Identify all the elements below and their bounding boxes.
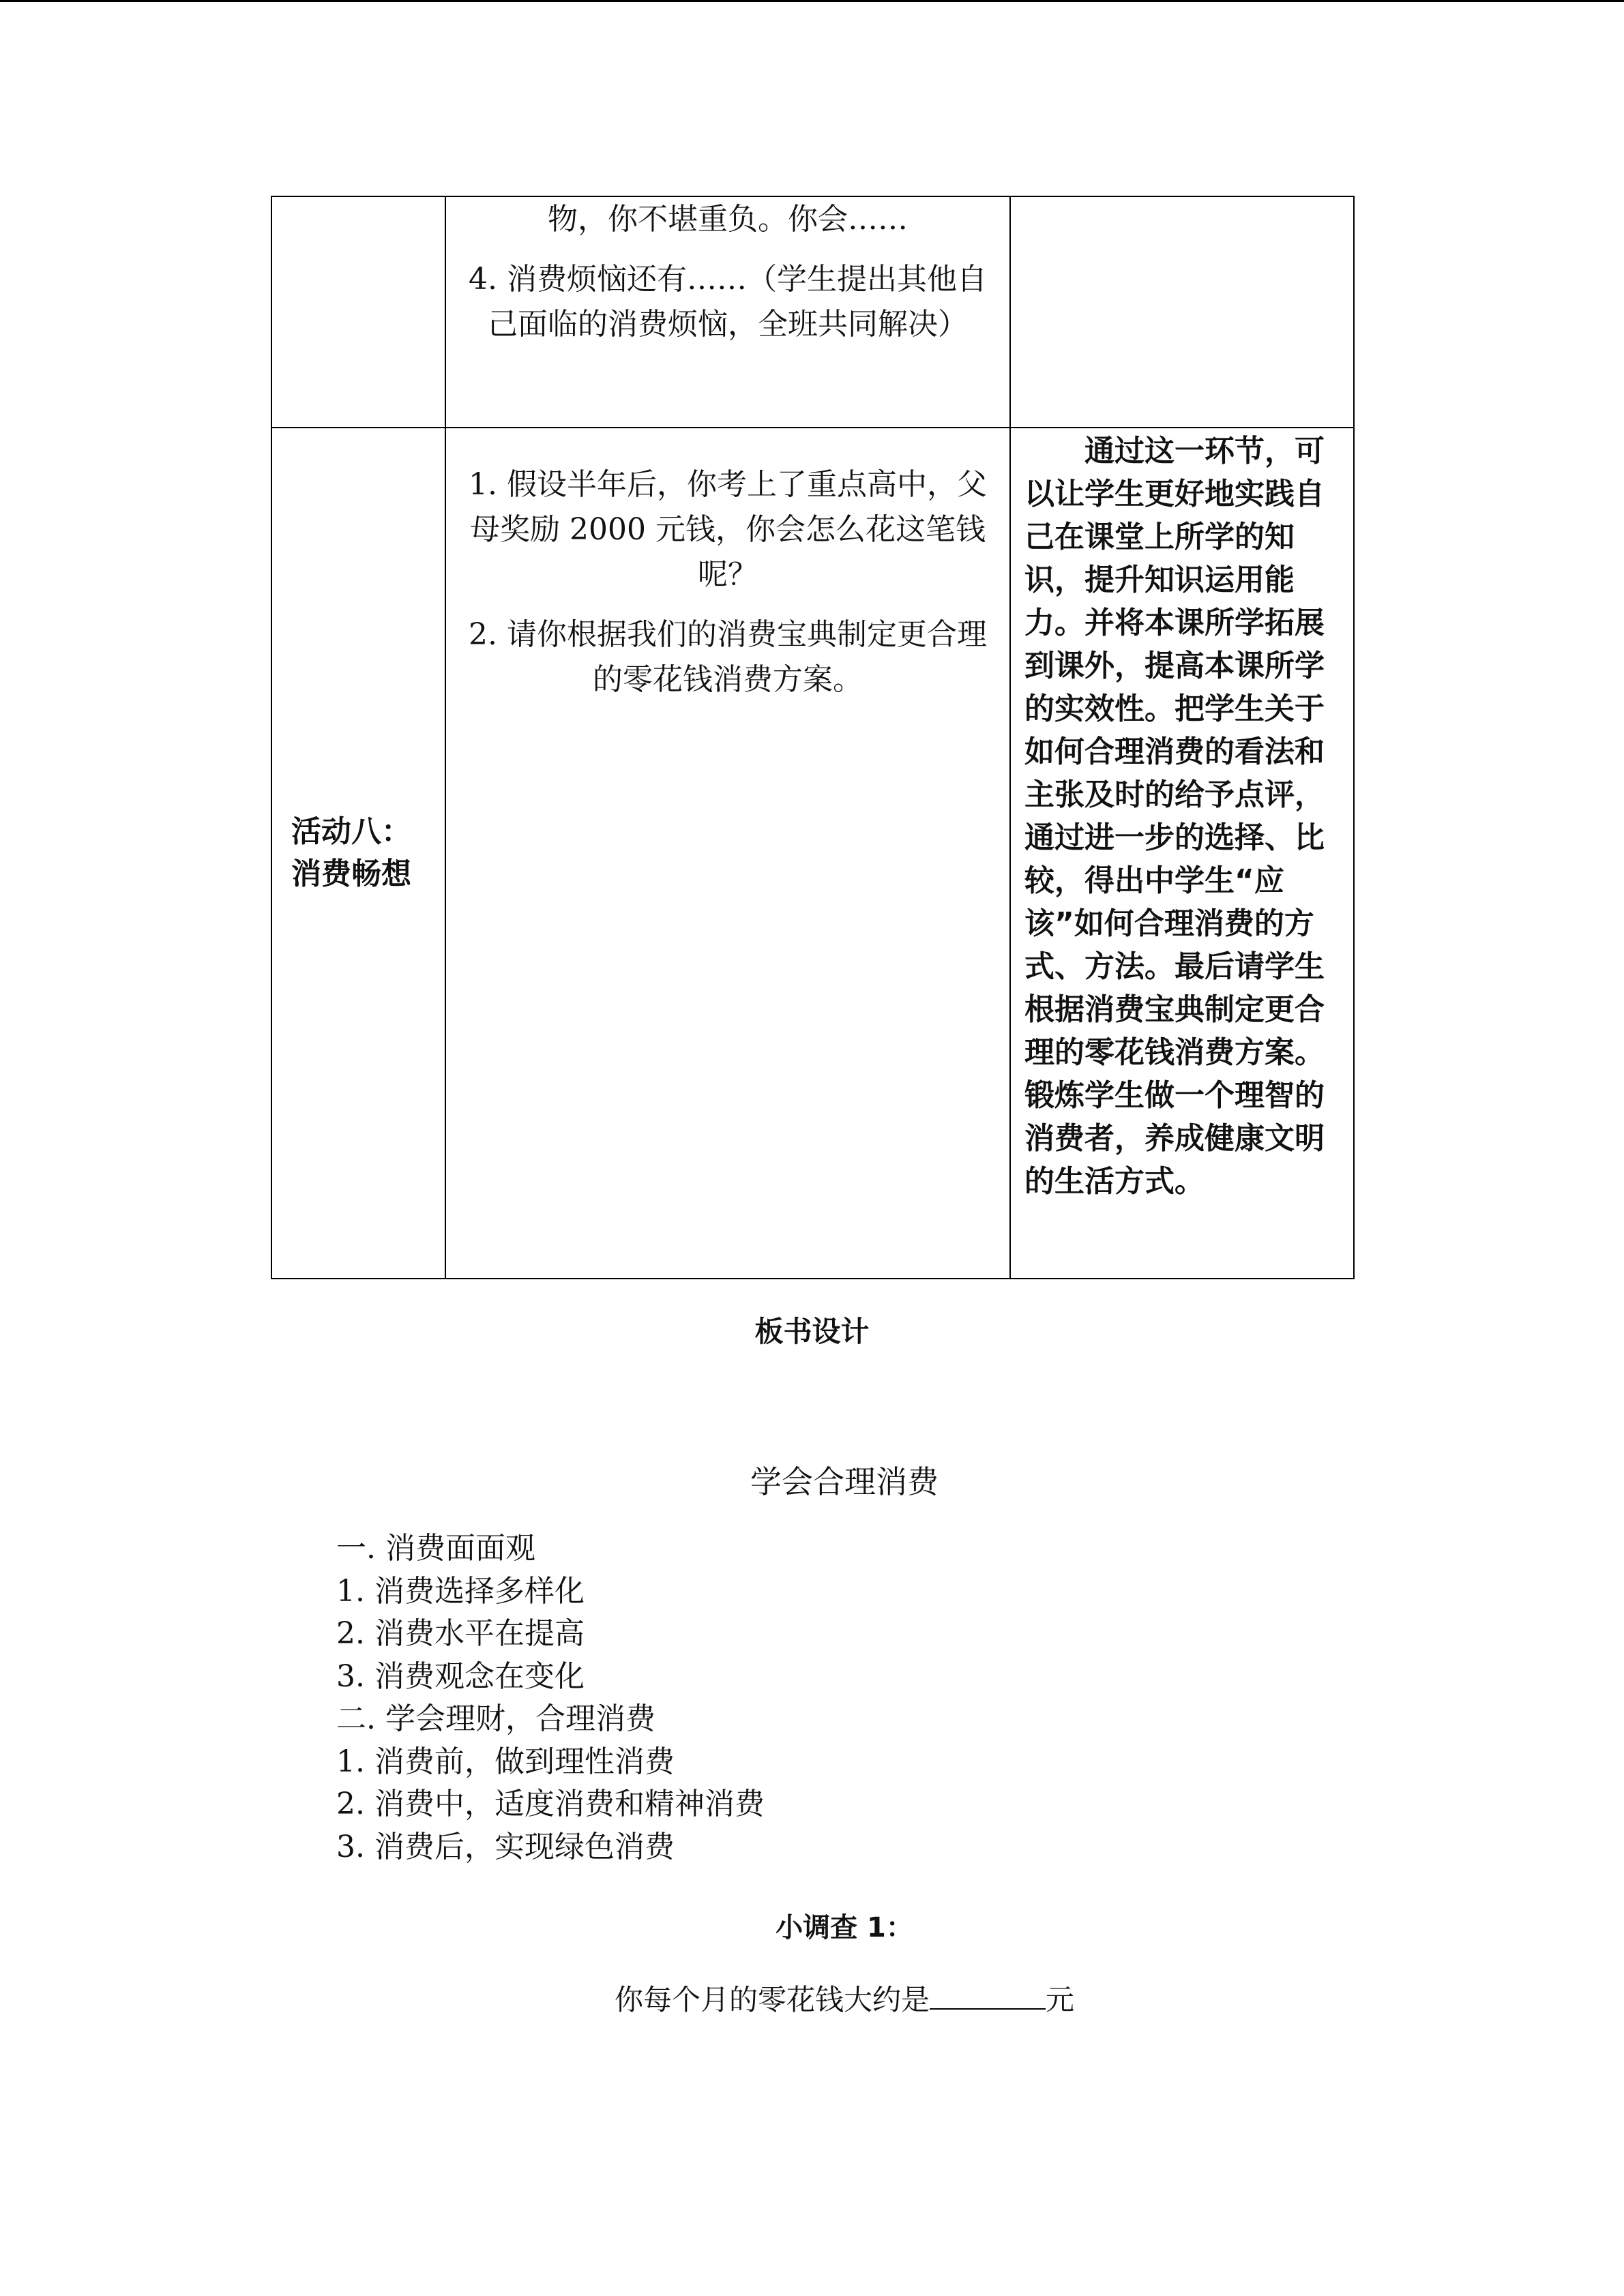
lesson-plan-table [271, 196, 1355, 1279]
design-intent-cell [1010, 428, 1354, 1279]
table-row [271, 428, 1354, 1279]
design-intent-text: 通过这一环节，可以让学生更好地实践自己在课堂上所学的知识，提升知识运用能力。并将本课所学拓展到课外，提高本课所学的实效性。把学生关于如何合理消费的看法和主张及时的给予点评，通过进一步的选择、比较，得出中学生“应该”如何合理消费的方式、方法。最后请学生根据消费宝典制定更合理的零花钱消费方案。锻炼学生做一个理智的消费者，养成健康文明的生活方式。 [1024, 434, 1325, 1199]
design-intent-cell [1010, 196, 1354, 428]
list-item: 1. 消费选择多样化 [336, 1573, 585, 1609]
section-title: 板书设计 [754, 1315, 870, 1348]
content-text: 4. 消费烦恼还有……（学生提出其他自己面临的消费烦恼，全班共同解决） [469, 262, 987, 342]
activity-content-cell [445, 428, 1010, 1279]
content-text: 2. 请你根据我们的消费宝典制定更合理的零花钱消费方案。 [469, 617, 987, 697]
list-item: 2. 消费水平在提高 [336, 1616, 585, 1651]
answer-blank [930, 1978, 1046, 2010]
content-text: 1. 假设半年后，你考上了重点高中，父母奖励 2000 元钱，你会怎么花这笔钱呢？ [469, 467, 987, 592]
page-top-border [0, 0, 1624, 2]
list-item: 一. 消费面面观 [336, 1531, 535, 1566]
survey-question: 你每个月的零花钱大约是 元 [0, 1978, 1624, 2018]
activity-content-cell [445, 196, 1010, 428]
table-row [271, 196, 1354, 428]
activity-label: 活动八： 消费畅想 [291, 814, 411, 891]
activity-label-cell [271, 428, 445, 1279]
survey-title: 小调查 1： [776, 1912, 913, 1943]
board-title: 学会合理消费 [750, 1463, 939, 1500]
list-item: 1. 消费前，做到理性消费 [336, 1744, 675, 1779]
list-item: 3. 消费观念在变化 [336, 1658, 585, 1694]
list-item: 3. 消费后，实现绿色消费 [336, 1829, 675, 1864]
activity-label-cell [271, 196, 445, 428]
content-text: 物，你不堪重负。你会…… [548, 202, 908, 237]
list-item: 二. 学会理财，合理消费 [336, 1701, 655, 1736]
list-item: 2. 消费中，适度消费和精神消费 [336, 1787, 765, 1821]
board-outline [336, 1527, 765, 1868]
